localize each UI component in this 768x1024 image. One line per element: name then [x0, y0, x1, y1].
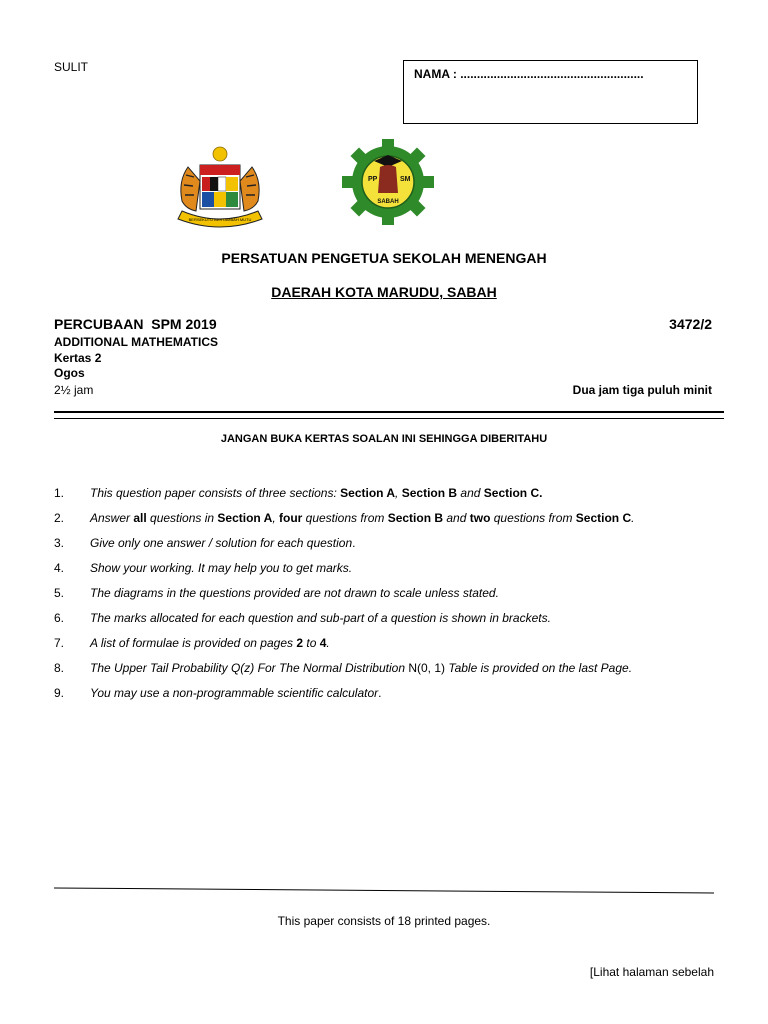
instruction-number: 3.: [54, 536, 65, 550]
instruction-number: 6.: [54, 611, 65, 625]
instruction-text: [90, 636, 330, 650]
instruction-number: 4.: [54, 561, 65, 575]
instruction-text-part: questions from: [490, 511, 576, 525]
instruction-text-part: 2: [296, 636, 304, 650]
instruction-text-part: .: [378, 686, 382, 700]
instruction-text-part: ,: [272, 511, 279, 525]
instructions-list: [54, 486, 734, 711]
page-count: This paper consists of 18 printed pages.: [277, 914, 491, 928]
instruction-text: [90, 586, 499, 600]
instruction-text: [90, 661, 632, 675]
header-divider-thick: [54, 411, 724, 413]
turn-over-note: [Lihat halaman sebelah: [589, 965, 714, 979]
instruction-item: [54, 536, 734, 561]
organisation-name: PERSATUAN PENGETUA SEKOLAH MENENGAH: [221, 250, 547, 266]
instruction-text-part: Section C.: [483, 486, 543, 500]
instruction-text-part: This question paper consists of three sections:: [90, 486, 341, 500]
instruction-item: [54, 611, 734, 636]
district-text: DAERAH KOTA MARUDU, SABAH: [271, 284, 497, 300]
instruction-number: 9.: [54, 686, 65, 700]
classification-label: SULIT: [54, 60, 89, 74]
exam-month: Ogos: [54, 366, 85, 380]
instruction-number: 7.: [54, 636, 65, 650]
instruction-text-part: two: [469, 511, 491, 525]
instruction-text-part: questions in: [146, 511, 218, 525]
logo-pp-text: PP: [368, 176, 378, 183]
organisation-district: [0, 284, 768, 300]
instruction-item: [54, 661, 734, 686]
instruction-text: [90, 536, 356, 550]
instruction-text-part: Give only one answer / solution for each question: [90, 536, 353, 550]
instruction-text-part: .: [631, 511, 635, 525]
warning-text: JANGAN BUKA KERTAS SOALAN INI SEHINGGA DIBERITAHU: [220, 433, 548, 445]
paper-code: 3472/2: [669, 316, 712, 332]
instruction-text-part: The marks allocated for each question and sub-part of a question is shown in brackets.: [90, 611, 551, 625]
paper-number: Kertas 2: [54, 350, 102, 365]
instruction-item: [54, 486, 734, 511]
instruction-text-part: The diagrams in the questions provided are not drawn to scale unless stated.: [90, 586, 499, 600]
instruction-text-part: Show your working. It may help you to get marks.: [90, 561, 353, 575]
instruction-text-part: .: [326, 636, 330, 650]
instruction-text-part: Section A: [340, 486, 396, 500]
duration: 2½ jam: [54, 383, 94, 397]
subject-name: ADDITIONAL MATHEMATICS: [54, 335, 218, 349]
instruction-text-part: and: [457, 486, 484, 500]
instruction-text: [90, 611, 551, 625]
instruction-item: [54, 511, 734, 536]
instruction-text-part: Section B: [401, 486, 458, 500]
footer-divider: [54, 886, 714, 896]
duration-words: Dua jam tiga puluh minit: [572, 383, 712, 397]
subject-block: [54, 335, 218, 382]
svg-text:BERSEKUTU BERTAMBAH MUTU: BERSEKUTU BERTAMBAH MUTU: [188, 217, 252, 222]
logo-sabah-text: SABAH: [377, 199, 399, 205]
instruction-text-part: Table is provided on the last Page.: [448, 661, 633, 675]
instruction-text-part: and: [443, 511, 470, 525]
instruction-text-part: to: [303, 636, 320, 650]
instruction-item: [54, 686, 734, 711]
instruction-text-part: Section C: [575, 511, 632, 525]
instruction-text-part: The Upper Tail Probability Q(z) For The Normal Distribution: [90, 661, 409, 675]
instruction-text: [90, 486, 542, 500]
instruction-text-part: N(0, 1): [408, 661, 449, 675]
instruction-item: [54, 636, 734, 661]
instruction-text-part: Answer: [90, 511, 134, 525]
instruction-text: [90, 561, 352, 575]
instruction-text: [90, 511, 634, 525]
instruction-number: 8.: [54, 661, 65, 675]
exam-title: PERCUBAAN SPM 2019: [54, 316, 217, 332]
instruction-item: [54, 561, 734, 586]
instruction-number: 5.: [54, 586, 65, 600]
instruction-number: 1.: [54, 486, 65, 500]
instruction-text-part: You may use a non-programmable scientific calculator: [90, 686, 379, 700]
instruction-number: 2.: [54, 511, 65, 525]
ppsm-sabah-logo: [338, 137, 438, 227]
header-divider-thin: [54, 418, 724, 419]
instruction-text-part: A list of formulae is provided on pages: [90, 636, 297, 650]
instruction-item: [54, 586, 734, 611]
coat-of-arms-logo: [168, 145, 272, 231]
instruction-text-part: Section A: [217, 511, 273, 525]
name-field-label: NAMA : .......................................................: [414, 67, 644, 81]
instruction-text-part: Section B: [387, 511, 444, 525]
instruction-text-part: four: [279, 511, 303, 525]
instruction-text-part: all: [133, 511, 147, 525]
instruction-text-part: questions from: [302, 511, 388, 525]
name-field-box: [403, 60, 698, 124]
instruction-text-part: 4: [319, 636, 327, 650]
instruction-text: [90, 686, 381, 700]
instruction-text-part: .: [352, 536, 356, 550]
logo-sm-text: SM: [400, 176, 411, 183]
instruction-text-part: ,: [395, 486, 402, 500]
